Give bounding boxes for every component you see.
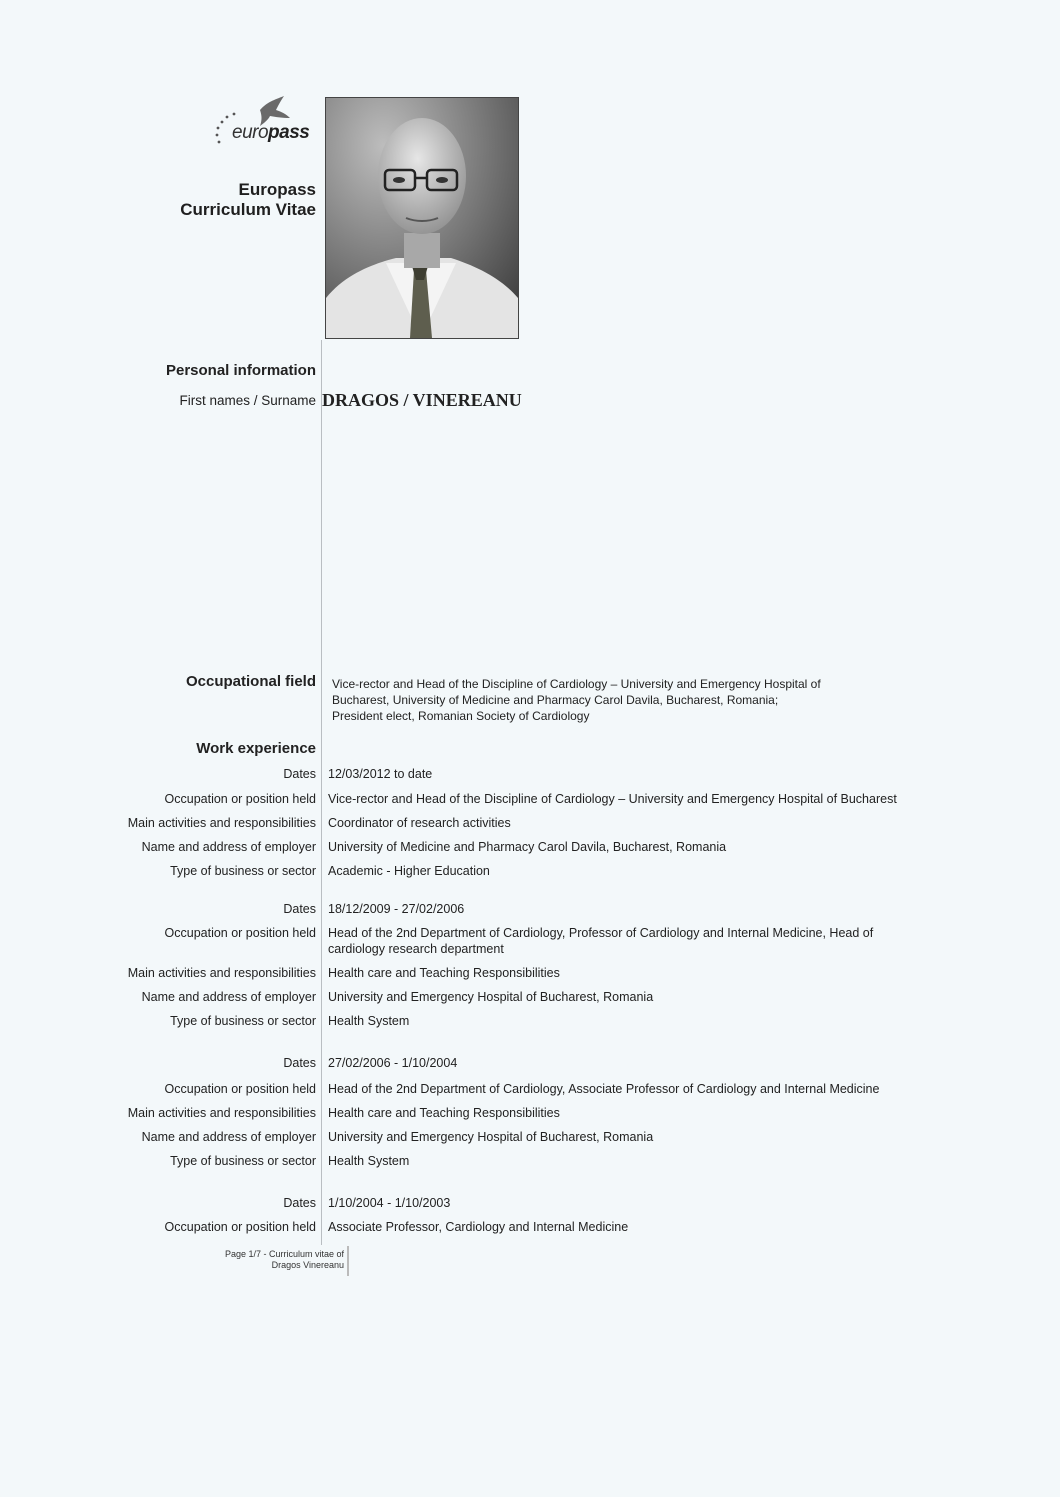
cv-title — [180, 180, 316, 220]
dates-value: 1/10/2004 - 1/10/2003 — [328, 1196, 451, 1210]
employer-value: University and Emergency Hospital of Bucharest, Romania — [328, 1130, 654, 1144]
logo-text: europass — [232, 122, 310, 143]
sector-value: Health System — [328, 1154, 410, 1168]
dates-value: 18/12/2009 - 27/02/2006 — [328, 902, 465, 916]
sector-value: Academic - Higher Education — [328, 864, 490, 878]
footer-line1: Page 1/7 - Curriculum vitae of — [224, 1249, 344, 1259]
activities-label: Main activities and responsibilities — [127, 966, 316, 980]
sector-label: Type of business or sector — [170, 864, 316, 878]
occupation-label: Occupation or position held — [164, 1220, 316, 1234]
dates-label: Dates — [283, 767, 316, 781]
employer-label: Name and address of employer — [141, 990, 316, 1004]
dates-label: Dates — [283, 902, 316, 916]
name-label: First names / Surname — [179, 393, 316, 408]
cv-title-line1: Europass — [238, 180, 316, 199]
occupation-label: Occupation or position held — [164, 1082, 316, 1096]
employer-value: University and Emergency Hospital of Bucharest, Romania — [328, 990, 654, 1004]
page-footer — [225, 1249, 344, 1271]
activities-value: Health care and Teaching Responsibilities — [328, 966, 560, 980]
name-value: DRAGOS / VINEREANU — [322, 390, 522, 410]
column-divider — [321, 340, 322, 1245]
occupational-line: President elect, Romanian Society of Cardiology — [332, 709, 590, 723]
occupation-label: Occupation or position held — [164, 926, 316, 940]
occupation-value: Vice-rector and Head of the Discipline of Cardiology – University and Emergency Hospital of Bucharest — [328, 792, 897, 806]
occupational-line: Vice-rector and Head of the Discipline of Cardiology – University and Emergency Hospital of — [332, 677, 821, 691]
dates-value: 27/02/2006 - 1/10/2004 — [328, 1056, 458, 1070]
occupation-value: Head of the 2nd Department of Cardiology, Associate Professor of Cardiology and Internal Medicine — [328, 1082, 880, 1096]
dates-label: Dates — [283, 1196, 316, 1210]
occupational-line: Bucharest, University of Medicine and Pharmacy Carol Davila, Bucharest, Romania; — [332, 693, 779, 707]
activities-value: Health care and Teaching Responsibilities — [328, 1106, 560, 1120]
activities-value: Coordinator of research activities — [328, 816, 511, 830]
occupational-field-heading: Occupational field — [185, 673, 316, 690]
occupation-value-line2: cardiology research department — [328, 942, 504, 956]
europass-logo — [212, 92, 322, 152]
employer-label: Name and address of employer — [141, 840, 316, 854]
profile-photo — [325, 97, 519, 339]
dates-value: 12/03/2012 to date — [328, 767, 433, 781]
occupational-field-value — [332, 676, 932, 724]
cv-title-line2: Curriculum Vitae — [180, 200, 316, 219]
activities-label: Main activities and responsibilities — [127, 1106, 316, 1120]
occupation-value: Head of the 2nd Department of Cardiology, Professor of Cardiology and Internal Medicine, Head of — [328, 926, 874, 940]
footer-line2: Dragos Vinereanu — [271, 1260, 344, 1270]
work-experience-heading: Work experience — [196, 740, 316, 757]
activities-label: Main activities and responsibilities — [127, 816, 316, 830]
personal-information-heading: Personal information — [165, 362, 316, 379]
employer-label: Name and address of employer — [141, 1130, 316, 1144]
footer-divider — [347, 1246, 349, 1276]
sector-label: Type of business or sector — [170, 1154, 316, 1168]
employer-value: University of Medicine and Pharmacy Carol Davila, Bucharest, Romania — [328, 840, 727, 854]
occupation-value: Associate Professor, Cardiology and Internal Medicine — [328, 1220, 629, 1234]
occupation-label: Occupation or position held — [164, 792, 316, 806]
sector-label: Type of business or sector — [170, 1014, 316, 1028]
dates-label: Dates — [283, 1056, 316, 1070]
sector-value: Health System — [328, 1014, 410, 1028]
